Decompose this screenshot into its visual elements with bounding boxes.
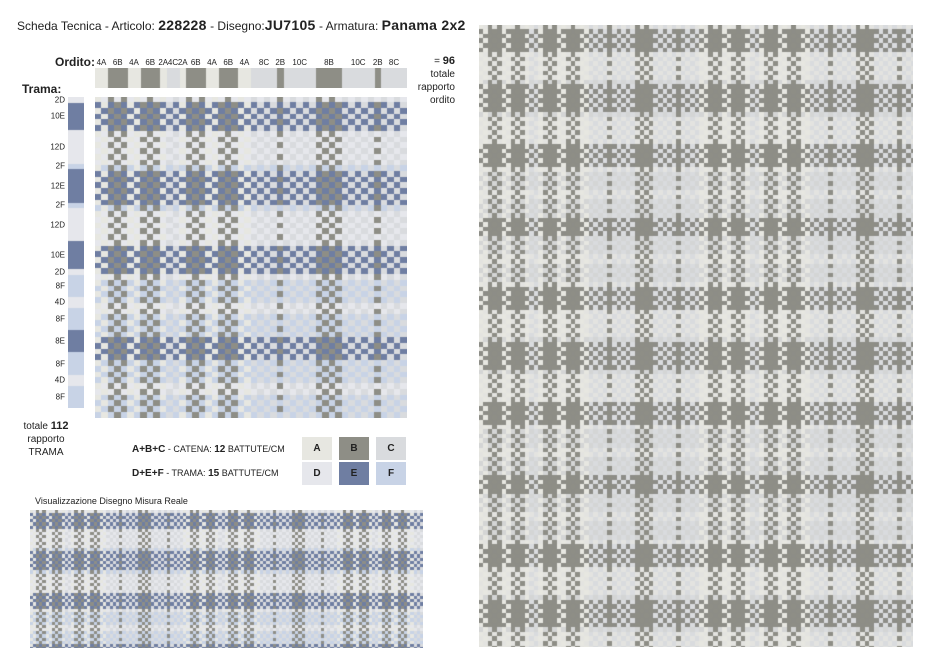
swatch-b: B [339, 437, 369, 460]
swatch-c: C [376, 437, 406, 460]
warp-code: 4A [96, 58, 107, 67]
warp-equals: = [434, 56, 440, 67]
warp-code: 8B [324, 58, 334, 67]
weft-code: 12D [50, 142, 65, 152]
warp-rapporto-word: ordito [429, 95, 455, 106]
weave-pattern-preview [95, 97, 407, 418]
real-size-label: Visualizzazione Disegno Misura Reale [35, 496, 188, 506]
legend-warp-text: - CATENA: [167, 444, 212, 454]
weft-code: 2F [55, 161, 65, 171]
warp-total-suffix: totale [430, 69, 455, 80]
legend-warp-line [132, 444, 285, 455]
article-number: 228228 [158, 17, 207, 33]
warp-code: 10C [350, 58, 366, 67]
warp-code: 2B [372, 58, 383, 67]
weft-code: 10E [50, 111, 65, 121]
legend-weft-group: D+E+F [132, 468, 164, 479]
weft-code: 8F [55, 359, 65, 369]
warp-rapporto: rapporto [417, 82, 455, 93]
weft-code: 12E [50, 181, 65, 191]
warp-total [415, 55, 455, 107]
swatch-f: F [376, 462, 406, 485]
warp-code: 2A [158, 58, 169, 67]
warp-code: 8C [388, 58, 400, 67]
warp-code: 2B [275, 58, 286, 67]
weft-code: 2D [54, 267, 65, 277]
warp-label: Ordito: [55, 55, 95, 69]
weft-code: 4D [54, 297, 65, 307]
warp-code: 8C [258, 58, 270, 67]
weft-code: 2D [54, 95, 65, 105]
legend-weft-line [132, 468, 279, 479]
legend-warp-density: 12 [214, 444, 226, 455]
warp-code: 4C [167, 58, 179, 67]
weft-code: 12D [50, 220, 65, 230]
weft-code: 10E [50, 250, 65, 260]
weft-label: Trama: [22, 82, 62, 96]
weft-code: 4D [54, 375, 65, 385]
legend-warp-group: A+B+C [132, 444, 166, 455]
legend-weft-unit: BATTUTE/CM [221, 468, 279, 478]
warp-code: 4A [129, 58, 139, 67]
weft-code: 8F [55, 281, 65, 291]
weft-total-value: 112 [50, 420, 69, 432]
design-code: JU7105 [264, 17, 316, 33]
real-size-preview [30, 510, 423, 648]
warp-total-value: 96 [442, 55, 455, 67]
weft-code: 8F [55, 314, 65, 324]
weft-color-strip [68, 97, 84, 408]
weft-total [15, 420, 77, 459]
warp-code: 2A [177, 58, 188, 67]
swatch-d: D [302, 462, 332, 485]
swatch-e: E [339, 462, 369, 485]
weft-code: 8E [55, 336, 65, 346]
weft-code: 2F [55, 200, 65, 210]
warp-code: 6B [190, 58, 201, 67]
warp-code: 4A [207, 58, 217, 67]
title-disegno-prefix: - Disegno: [210, 19, 265, 33]
swatch-a: A [302, 437, 332, 460]
title-armatura-prefix: - Armatura: [318, 19, 379, 33]
fabric-large-preview [479, 25, 913, 647]
warp-code: 6B [112, 58, 123, 67]
legend-weft-density: 15 [208, 468, 220, 479]
weft-rapporto-word: TRAMA [28, 447, 64, 458]
warp-code: 6B [145, 58, 156, 67]
warp-color-strip [95, 68, 407, 88]
legend-warp-unit: BATTUTE/CM [227, 444, 285, 454]
weft-rapporto: rapporto [27, 434, 65, 445]
weft-code: 8F [55, 392, 65, 402]
title-scheda-prefix: Scheda Tecnica - Articolo: [17, 19, 155, 33]
weave-name: Panama 2x2 [381, 17, 466, 33]
warp-code: 10C [292, 58, 308, 67]
warp-code: 4A [239, 58, 250, 67]
legend-weft-text: - TRAMA: [166, 468, 206, 478]
warp-code: 6B [223, 58, 234, 67]
sheet-title [17, 17, 466, 33]
weft-total-prefix: totale [23, 421, 48, 432]
